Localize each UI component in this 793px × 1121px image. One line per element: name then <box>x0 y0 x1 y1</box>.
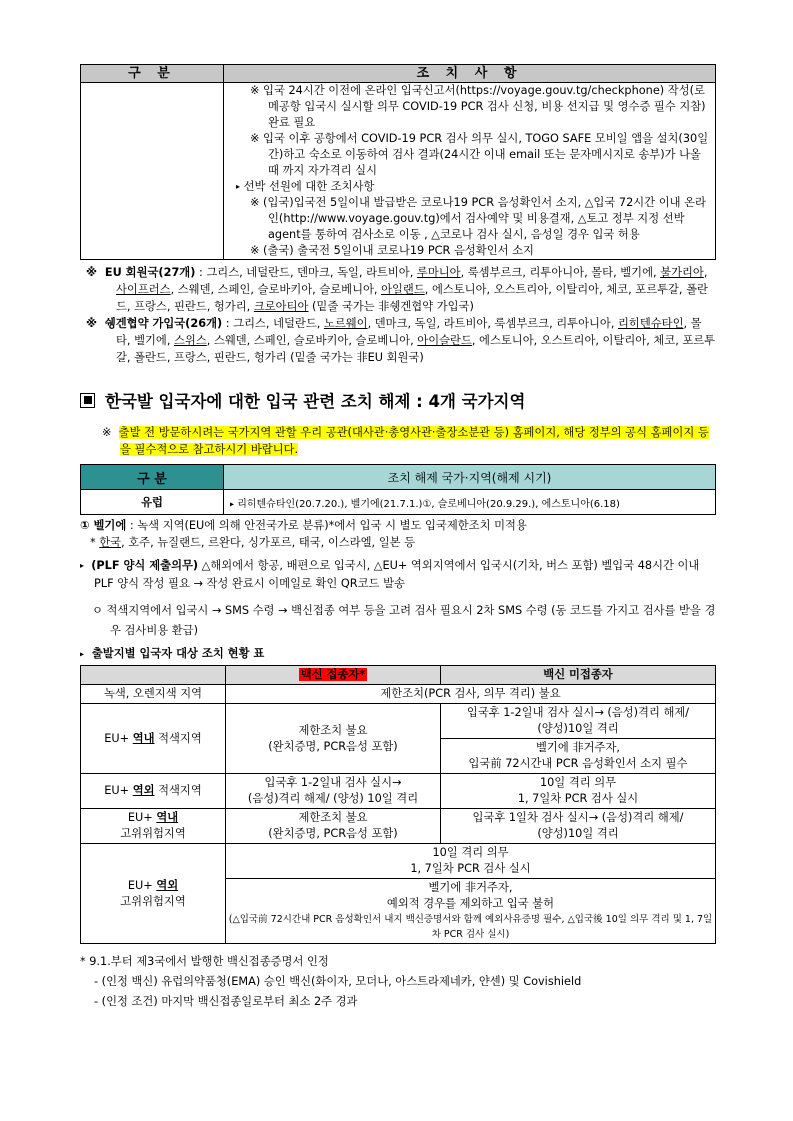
section-title <box>80 388 716 412</box>
table3-title-text: 출발지별 입국자 대상 조치 현황 표 <box>91 647 265 660</box>
schengen-mark: ※ <box>86 317 97 330</box>
section-title-text: 한국발 입국자에 대한 입국 관련 조치 해제 : 4개 국가지역 <box>105 392 526 411</box>
r5-bot-a: 벨기에 非거주자, <box>428 881 513 894</box>
ship-bullet-text: 선박 선원에 대한 조치사항 <box>243 180 375 193</box>
square-bullet-icon <box>80 393 95 408</box>
eu-u5: 크로아티아 <box>253 300 309 313</box>
eu-sep: : <box>195 266 207 279</box>
r2-u: 역내 <box>132 731 155 745</box>
r3-label <box>81 774 226 809</box>
eu-members <box>80 264 716 315</box>
t2-header-countries: 조치 해제 국가·지역(해제 시기) <box>224 465 716 490</box>
schengen-list: , 덴마크, 독일, 라트비아, 룩셈부르크, 리투아니아, <box>367 317 619 330</box>
r3-post: 적색지역 <box>154 784 202 797</box>
departure-measures-table <box>80 665 716 944</box>
eu-title: EU 회원국(27개) <box>104 266 196 279</box>
header-measures: 조 치 사 항 <box>224 65 716 83</box>
t2-row-label: 유럽 <box>81 490 224 515</box>
bullet-ship-crew <box>236 179 709 195</box>
r2-vax <box>226 704 441 774</box>
measures-table <box>80 64 716 260</box>
r2-vax-a: 제한조치 불요 <box>298 723 368 737</box>
r2-post: 적색지역 <box>154 731 202 745</box>
r5-pre: EU+ <box>127 878 157 892</box>
belgium-green-list <box>80 534 716 551</box>
schengen-sep: : <box>222 317 234 330</box>
triangle-bullet-icon: ▸ <box>80 561 85 570</box>
r3-vax <box>226 774 441 809</box>
belgium-heading: ① 벨기에 <box>80 519 127 532</box>
eu-list: , 에스토니아, 오스트리아, 이탈리아, 체코, 포르투갈, 폴란드, 프랑스, 핀란드, 헝가리, <box>116 283 708 313</box>
footnote-1: * 9.1.부터 제3국에서 발행한 백신접종증명서 인정 <box>80 955 329 968</box>
schengen-members <box>80 315 716 366</box>
plf-text: △해외에서 항공, 배편으로 입국시, △EU+ 역외지역에서 입국시(기차, 버스 포함) 벨입국 48시간 이내 PLF 양식 작성 필요 → 작성 완료시 이메일로 확인 QR코드 발송 <box>94 559 700 590</box>
red-zone-note: ㅇ 적색지역에서 입국시 → SMS 수령 → 백신접종 여부 등을 고려 검사 필요시 2차 SMS 수령 (동 코드를 가지고 검사를 받을 경우 검사비용 환급) <box>92 604 716 637</box>
footnote-3: - (인정 조건) 마지막 백신접종일로부터 최소 2주 경과 <box>94 995 358 1008</box>
header-category: 구 분 <box>81 65 224 83</box>
eu-u3: 사이프러스 <box>116 283 171 296</box>
r4-vax-b: (완치증명, PCR음성 포함) <box>268 827 398 840</box>
green-mark: * <box>90 536 100 549</box>
tip-mark: ※ <box>102 426 112 439</box>
tip-text: 출발 전 방문하시려는 국가지역 관할 우리 공관(대사관·총영사관·출장소분관 등) 홈페이지, 해당 정부의 공식 홈페이지 등을 필수적으로 참고하시기 바랍니다. <box>118 426 709 456</box>
r5-bot-b: 예외적 경우를 제외하고 입국 불허 <box>386 897 555 910</box>
t3-header-vaccinated <box>226 666 441 685</box>
schengen-list: , 에스토니아, 오스트리아, 이탈리아, 체코, 포르투갈, 폴란드, 프랑스, 핀란드, 헝가리 (밑줄 국가는 非EU 회원국) <box>116 334 716 364</box>
schengen-title: 쉥겐협약 가입국(26개) <box>104 317 223 330</box>
schengen-u2: 리히텐슈타인 <box>618 317 684 330</box>
r5-bot-c: (△입국前 72시간내 PCR 음성확인서 내지 백신증명서와 함께 예외사유증명 필수, △입국後 10일 의무 격리 및 1, 7일차 PCR 검사 실시) <box>228 914 713 940</box>
r3-vax-b: (음성)격리 해제/ (양성) 10일 격리 <box>247 792 419 805</box>
triangle-bullet-icon: ▸ <box>236 182 241 191</box>
r5-label <box>81 844 226 944</box>
eu-u4: 아일랜드 <box>381 283 425 296</box>
r3-vax-a: 입국후 1-2일내 검사 실시→ <box>264 776 402 789</box>
note-pcr-test: ※ 입국 이후 공항에서 COVID-19 PCR 검사 의무 실시, TOGO SAFE 모비일 앱을 설치(30일간)하고 숙소로 이동하여 검사 결과(24시간 이내 email 또는 문자메시지로 송부)가 나올 때 까지 자가격리 실시 <box>250 132 709 177</box>
footnotes <box>80 952 716 1012</box>
r2-un1-a: 입국후 1-2일내 검사 실시→ (음성)격리 해제/ <box>466 706 690 719</box>
eu-list: 그리스, 네덜란드, 덴마크, 독일, 라트비아, <box>206 266 417 279</box>
belgium-note <box>80 517 716 551</box>
r5-top-a: 10일 격리 의무 <box>432 846 509 859</box>
r4-label <box>81 809 226 844</box>
r1-label: 녹색, 오렌지색 지역 <box>81 685 226 704</box>
country-lists <box>80 264 716 366</box>
eu-list: , 룩셈부르크, 리투아니아, 몰타, 벨기에, <box>460 266 661 279</box>
footnote-2: - (인정 백신) 유럽의약품청(EMA) 승인 백신(화이자, 모더나, 아스트라제네카, 얀센) 및 Covishield <box>94 975 582 988</box>
eu-u2: 불가리아 <box>660 266 704 279</box>
t3-header-unvaccinated: 백신 미접종자 <box>441 666 716 685</box>
t2-header-category: 구 분 <box>81 465 224 490</box>
r5-top-b: 1, 7일차 PCR 검사 실시 <box>410 862 531 875</box>
r4-un-a: 입국후 1일차 검사 실시→ (음성)격리 해제/ <box>472 811 684 824</box>
advisory-note <box>90 424 716 458</box>
note-ship-entry: ※ (입국)입국전 5일이내 발급받은 코로나19 PCR 음성확인서 소지, △입국 72시간 이내 온라인(http://www.voyage.gouv.tg)에서 검사예약 및 비용결재, △토고 정부 지정 선박 agent를 통하여 검사소로 이동 , △코로나 검사 실시, 음성일 경우 입국 허용 <box>250 196 706 241</box>
page <box>80 64 716 1012</box>
r3-u: 역외 <box>132 784 155 797</box>
belgium-line1: : 녹색 지역(EU에 의해 안전국가로 분류)*에서 입국 시 별도 입국제한조치 미적용 <box>126 519 527 532</box>
plf-title: (PLF 양식 제출의무) <box>91 559 199 572</box>
r3-un-b: 1, 7일차 PCR 검사 실시 <box>517 792 639 805</box>
vax-label: 백신 접종자* <box>300 668 366 681</box>
t3-header-blank <box>81 666 226 685</box>
r4-pre: EU+ <box>127 811 157 824</box>
r4-un-b: (양성)10일 격리 <box>537 827 619 840</box>
eu-list: (밑줄 국가는 非쉥겐협약 가입국) <box>308 300 474 313</box>
eu-list: , <box>703 266 708 279</box>
r4-unvax <box>441 809 716 844</box>
r4-vax <box>226 809 441 844</box>
t2-row-text: 리히텐슈타인(20.7.20.), 벨기에(21.7.1.)①, 슬로베니아(20.9.29.), 에스토니아(6.18) <box>237 498 620 510</box>
triangle-bullet-icon: ▸ <box>80 649 85 659</box>
r4-vax-a: 제한조치 불요 <box>298 811 368 824</box>
schengen-u4: 아이슬란드 <box>417 334 472 347</box>
eu-list: , 스웨덴, 스페인, 슬로바키아, 슬로베니아, <box>170 283 382 296</box>
r2-un1-b: (양성)10일 격리 <box>537 722 619 735</box>
r2-un2-b: 입국前 72시간내 PCR 음성확인서 소지 필수 <box>468 757 688 770</box>
schengen-u3: 스위스 <box>174 334 207 347</box>
r3-pre: EU+ <box>104 784 133 797</box>
r3-un-a: 10일 격리 의무 <box>539 776 617 789</box>
r2-unvax-1 <box>441 704 716 739</box>
r4-label-b: 고위위험지역 <box>120 827 186 840</box>
eu-u1: 루마니아 <box>416 266 461 279</box>
green-korea: 한국 <box>99 536 122 549</box>
schengen-list: 그리스, 네덜란드, <box>233 317 324 330</box>
table3-title <box>80 645 716 661</box>
measures-cell <box>224 83 716 260</box>
r2-pre: EU+ <box>104 731 133 745</box>
green-rest: , 호주, 뉴질랜드, 르완다, 싱가포르, 태국, 이스라엘, 일본 등 <box>121 536 416 549</box>
r4-u: 역내 <box>156 811 179 824</box>
lifted-measures-table <box>80 464 716 515</box>
r5-bottom <box>226 879 716 944</box>
r1-value: 제한조치(PCR 검사, 의무 격리) 불요 <box>226 685 716 704</box>
triangle-bullet-icon: ▸ <box>230 499 235 508</box>
r2-vax-b: (완치증명, PCR음성 포함) <box>268 739 398 753</box>
note-entry-form: ※ 입국 24시간 이전에 온라인 입국신고서(https://voyage.gouv.tg/checkphone) 작성(로메공항 입국시 실시할 의무 COVID-19 PCR 검사 신청, 비용 선지급 및 영수증 필수 지참) 완료 필요 <box>250 84 706 129</box>
plf-note <box>80 557 716 593</box>
r5-u: 역외 <box>156 878 179 892</box>
note-ship-exit: ※ (출국) 출국전 5일이내 코로나19 PCR 음성확인서 소지 <box>250 244 534 257</box>
r2-label <box>81 704 226 774</box>
eu-mark: ※ <box>86 266 97 279</box>
schengen-list: , 몰타, 벨기에, <box>116 317 702 347</box>
r5-label-b: 고위위험지역 <box>120 894 186 908</box>
r3-unvax <box>441 774 716 809</box>
t2-row-value <box>224 490 716 515</box>
r5-top <box>226 844 716 879</box>
r2-un2-a: 벨기에 非거주자, <box>536 741 620 754</box>
schengen-u1: 노르웨이 <box>323 317 368 330</box>
r2-unvax-2 <box>441 739 716 774</box>
category-cell <box>81 83 224 260</box>
schengen-list: , 스웨덴, 스페인, 슬로바키아, 슬로베니아, <box>206 334 418 347</box>
